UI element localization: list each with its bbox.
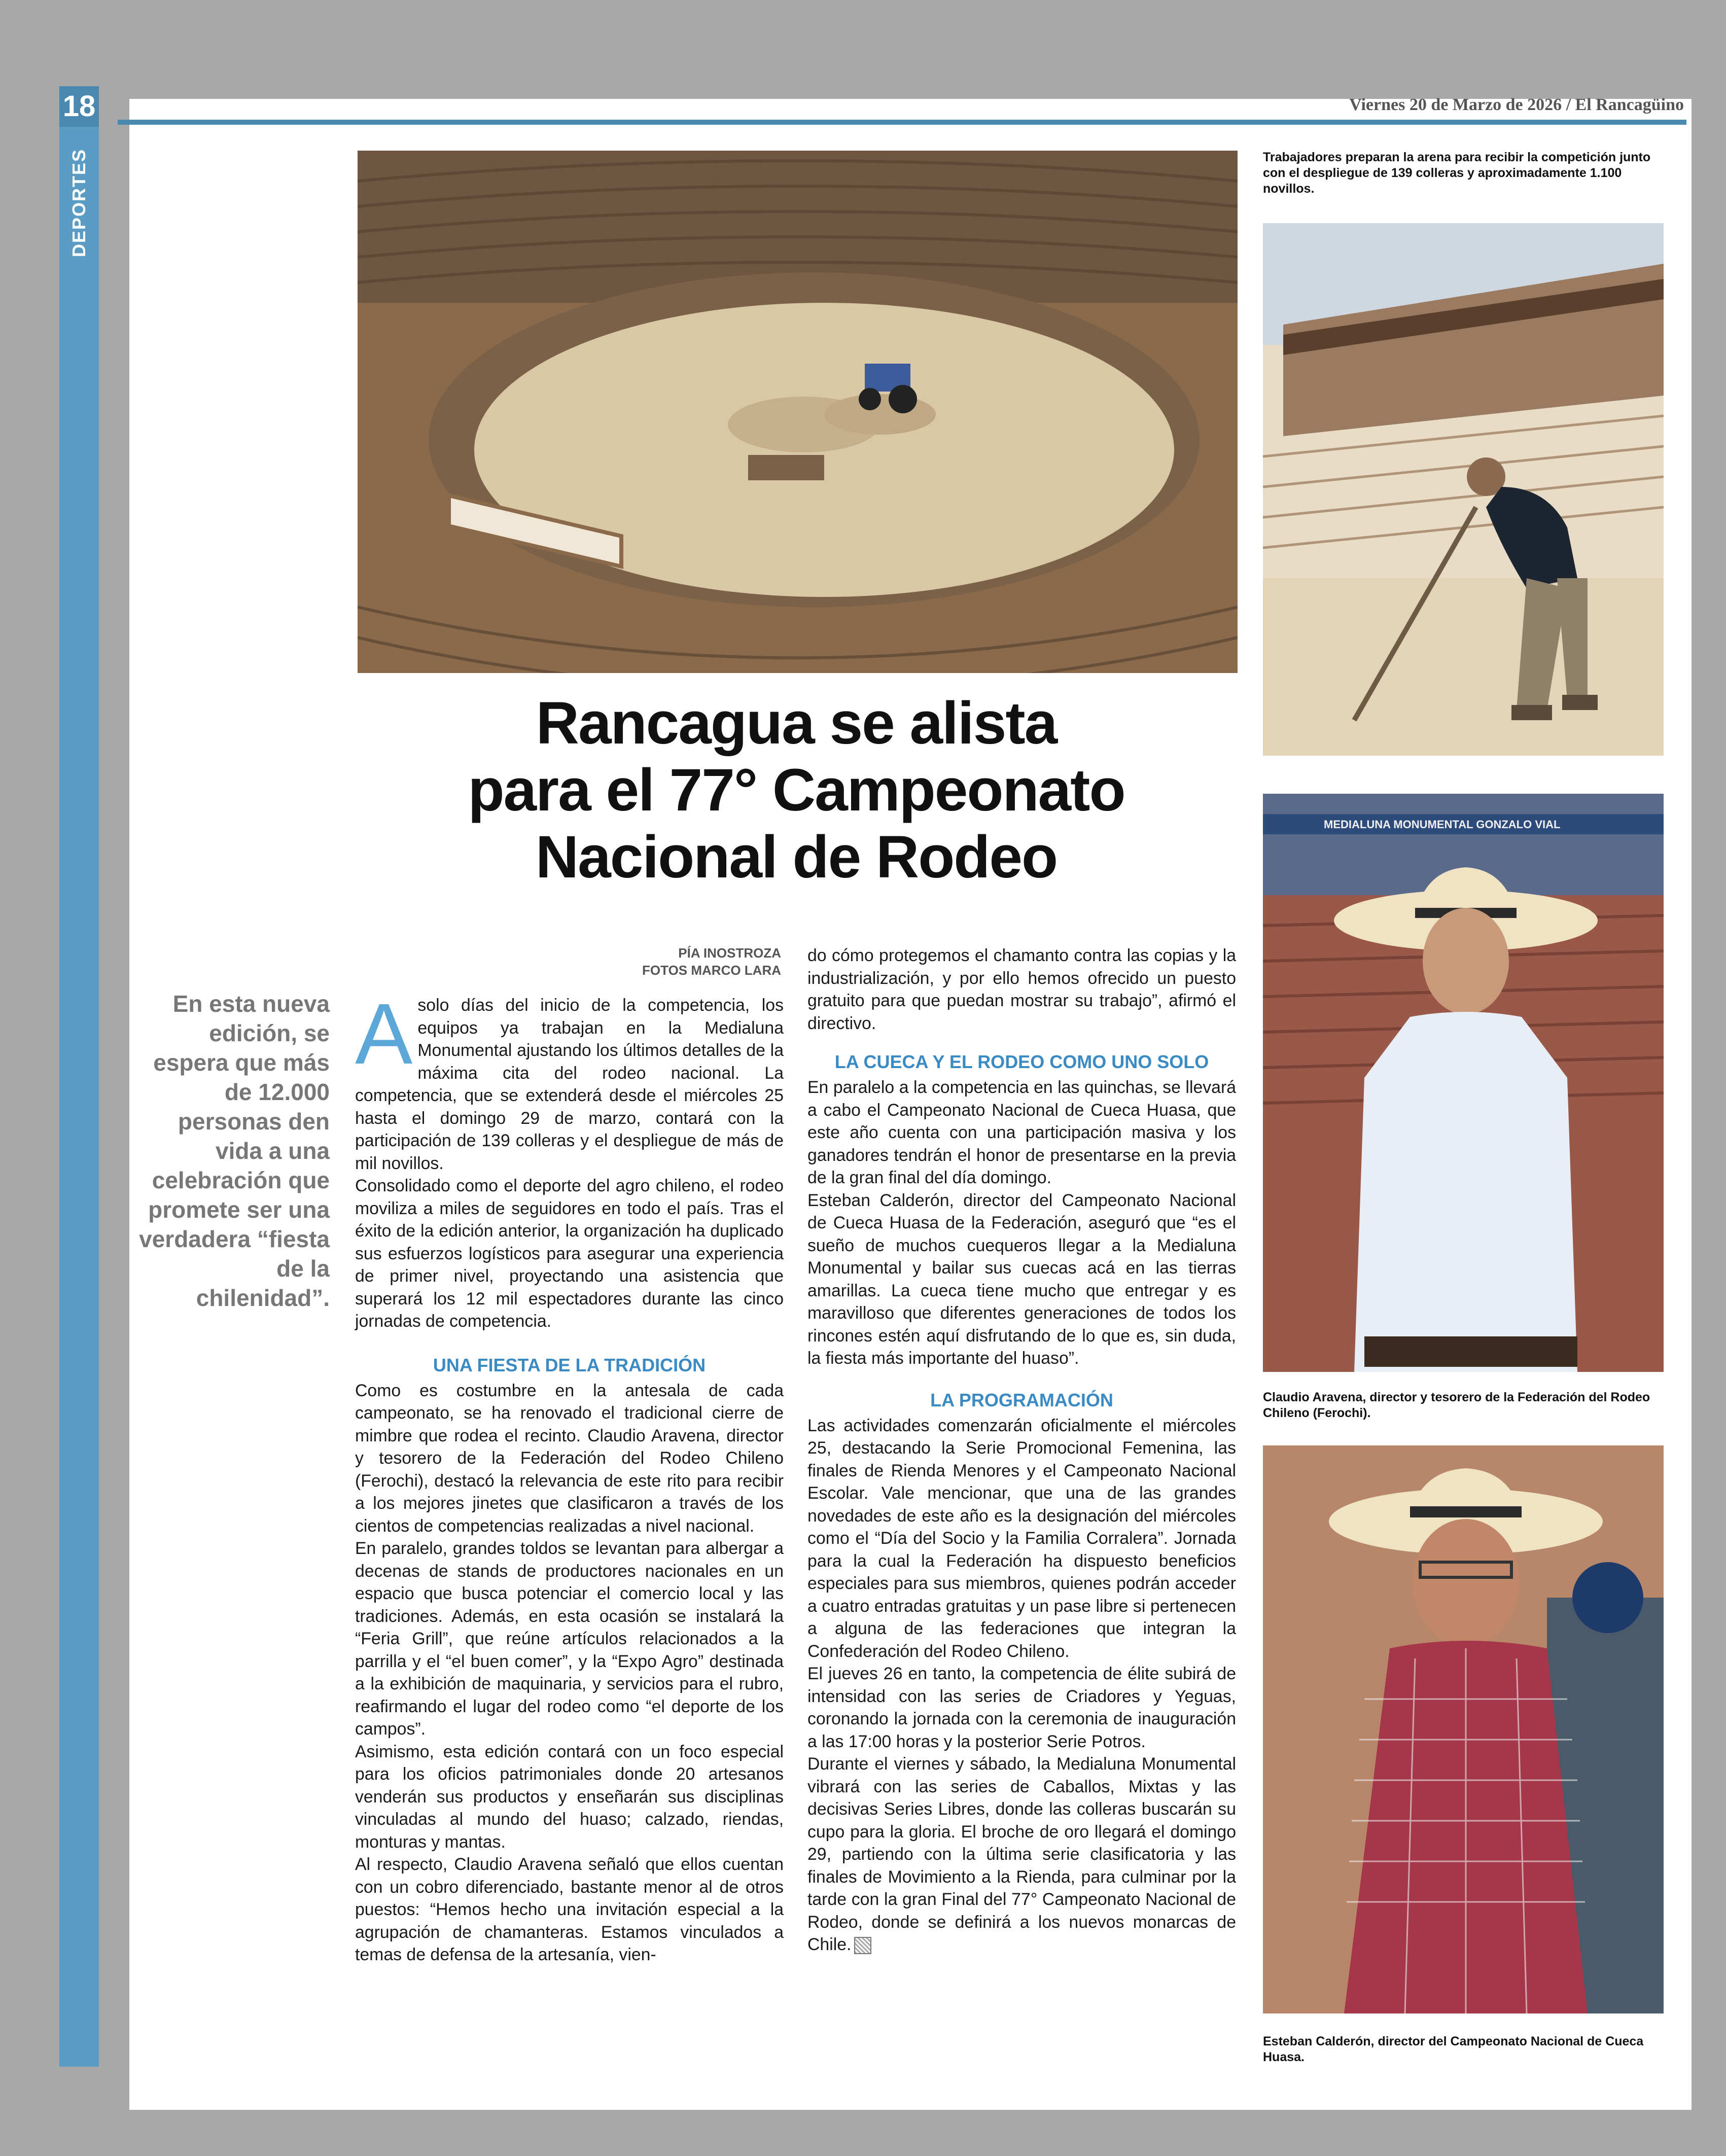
byline [558, 944, 781, 979]
caption-calderon: Esteban Calderón, director del Campeonato Nacional de Cueca Huasa. [1263, 2034, 1644, 2064]
paragraph-text: Durante el viernes y sábado, la Medialuna Monumental vibrará con las series de Caballos, Mixtas y las decisivas Series Libres, donde las colleras buscarán su cupo para la gloria. El broche de oro llegará el domingo 29, partiendo con la última serie clasificatoria y las finales de Movimiento a la Rienda, para culminar por la tarde con la gran Final del 77° Campeonato Nacional de Rodeo, donde se definirá a los nuevos monarcas de Chile. [807, 1754, 1236, 1954]
section-sidebar [59, 86, 99, 2067]
headline-line-2: para el 77° Campeonato [468, 757, 1125, 824]
header-rule [118, 120, 1686, 125]
paragraph: Consolidado como el deporte del agro chileno, el rodeo moviliza a miles de seguidores en todo el país. Tras el éxito de la edición anterior, la organización ha duplicado sus esfuerzos logísticos para asegurar una experiencia de primer nivel, proyectando una asistencia que superará los 12 mil espectadores durante las cinco jornadas de competencia. [355, 1176, 784, 1331]
paragraph [807, 1753, 1236, 1956]
article-column-1 [355, 986, 784, 1966]
headline-line-3: Nacional de Rodeo [535, 824, 1058, 891]
qr-end-icon [854, 1937, 871, 1954]
paragraph: solo días del inicio de la competencia, los equipos ya trabajan en la Medialuna Monumental ajustando los últimos detalles de la máxima cita del rodeo nacional. La competencia, que se extenderá desde el miércoles 25 hasta el domingo 29 de marzo, contará con la participación de 139 colleras y el despliegue de más de mil novillos. [355, 996, 784, 1173]
paragraph: Asimismo, esta edición contará con un foco especial para los oficios patrimoniales donde 20 artesanos venderán sus productos y enseñarán sus disciplinas vinculadas al mundo del huaso; calzado, riendas, monturas y mantas. [355, 1742, 784, 1852]
page-number: 18 [59, 86, 99, 127]
subhead: LA PROGRAMACIÓN [930, 1389, 1113, 1410]
headline [355, 690, 1238, 891]
paragraph: El jueves 26 en tanto, la competencia de élite subirá de intensidad con las series de Criadores y Yeguas, coronando la jornada con la ceremonia de inauguración a las 17:00 horas y la posterior Serie Potros. [807, 1664, 1236, 1751]
subhead: UNA FIESTA DE LA TRADICIÓN [433, 1354, 706, 1375]
author: PÍA INOSTROZA [678, 945, 781, 961]
headline-line-1: Rancagua se alista [536, 690, 1057, 757]
paragraph: Al respecto, Claudio Aravena señaló que ellos cuentan con un cobro diferenciado, bastante menor al de otros puestos: “Hemos hecho una invitación especial a la agrupación de chamanteras. Estamos vinculados a temas de defensa de la artesanía, vien- [355, 1855, 784, 1964]
arena-sign-text: MEDIALUNA MONUMENTAL GONZALO VIAL [1324, 818, 1561, 831]
paragraph: do cómo protegemos el chamanto contra las copias y la industrialización, y por ello hemos ofrecido un puesto gratuito para que puedan mostrar su trabajo”, afirmó el directivo. [807, 946, 1236, 1033]
drop-cap: A [355, 986, 413, 1082]
paragraph: En paralelo a la competencia en las quinchas, se llevará a cabo el Campeonato Nacional de Cueca Huasa, que este año cuenta con una participación masiva y los ganadores tendrán el honor de presentarse en la previa de la gran final del día domingo. [807, 1078, 1236, 1187]
caption-workers: Trabajadores preparan la arena para recibir la competición junto con el despliegue de 139 colleras y aproximadamente 1.100 novillos. [1263, 150, 1651, 196]
pull-quote: En esta nueva edición, se espera que más de 12.000 personas den vida a una celebración que promete ser una verdadera “fiesta de la chilenidad”. [139, 991, 330, 1311]
arena-photo [358, 151, 1238, 673]
paragraph: Las actividades comenzarán oficialmente el miércoles 25, destacando la Serie Promocional Femenina, las finales de Rienda Menores y el Campeonato Nacional Escolar. Vale mencionar, que una de las grandes novedades de este año es la designación del miércoles como el “Día del Socio y la Familia Corralera”. Jornada para la cual la Federación ha dispuesto beneficios especiales para sus miembros, quienes podrán acceder a cuatro entradas gratuitas y un pase libre si pertenecen a alguna de las federaciones que integran la Confederación del Rodeo Chileno. [807, 1416, 1236, 1661]
paragraph: Esteban Calderón, director del Campeonato Nacional de Cueca Huasa de la Federación, aseguró que “es el sueño de muchos cuequeros llegar a la Medialuna Monumental y bailar sus cuecas acá en las tierras amarillas. La cueca tiene mucho que entregar y es maravilloso que diferentes generaciones de todos los rincones estén aquí disfrutando de lo que es, sin duda, la fiesta más importante del huaso”. [807, 1190, 1236, 1368]
worker-photo [1263, 223, 1664, 756]
caption-aravena: Claudio Aravena, director y tesorero de la Federación del Rodeo Chileno (Ferochi). [1263, 1390, 1650, 1420]
calderon-photo [1263, 1445, 1664, 2013]
subhead: LA CUECA Y EL RODEO COMO UNO SOLO [834, 1051, 1209, 1072]
section-label [59, 148, 99, 258]
article-column-2 [807, 944, 1236, 1956]
section-label-text: DEPORTES [68, 148, 89, 258]
photo-credit: FOTOS MARCO LARA [642, 963, 781, 978]
paragraph: Como es costumbre en la antesala de cada campeonato, se ha renovado el tradicional cierre de mimbre que rodea el recinto. Claudio Aravena, director y tesorero de la Federación del Rodeo Chileno (Ferochi), destacó la relevancia de este rito para recibir a los mejores jinetes que clasificaron a través de los cientos de competencias realizadas a nivel nacional. [355, 1381, 784, 1536]
date-line: Viernes 20 de Marzo de 2026 / El Rancagüino [1349, 95, 1684, 114]
paragraph: En paralelo, grandes toldos se levantan para albergar a decenas de stands de productores nacionales en un espacio que busca potenciar el comercio local y las tradiciones. Además, en esta ocasión se instalará la “Feria Grill”, que reúne artículos relacionados a la parrilla y el “el buen comer”, y la “Expo Agro” destinada a la exhibición de maquinaria, y servicios para el rubro, reafirmando el lugar del rodeo como “el deporte de los campos”. [355, 1539, 784, 1739]
aravena-photo [1263, 794, 1664, 1372]
